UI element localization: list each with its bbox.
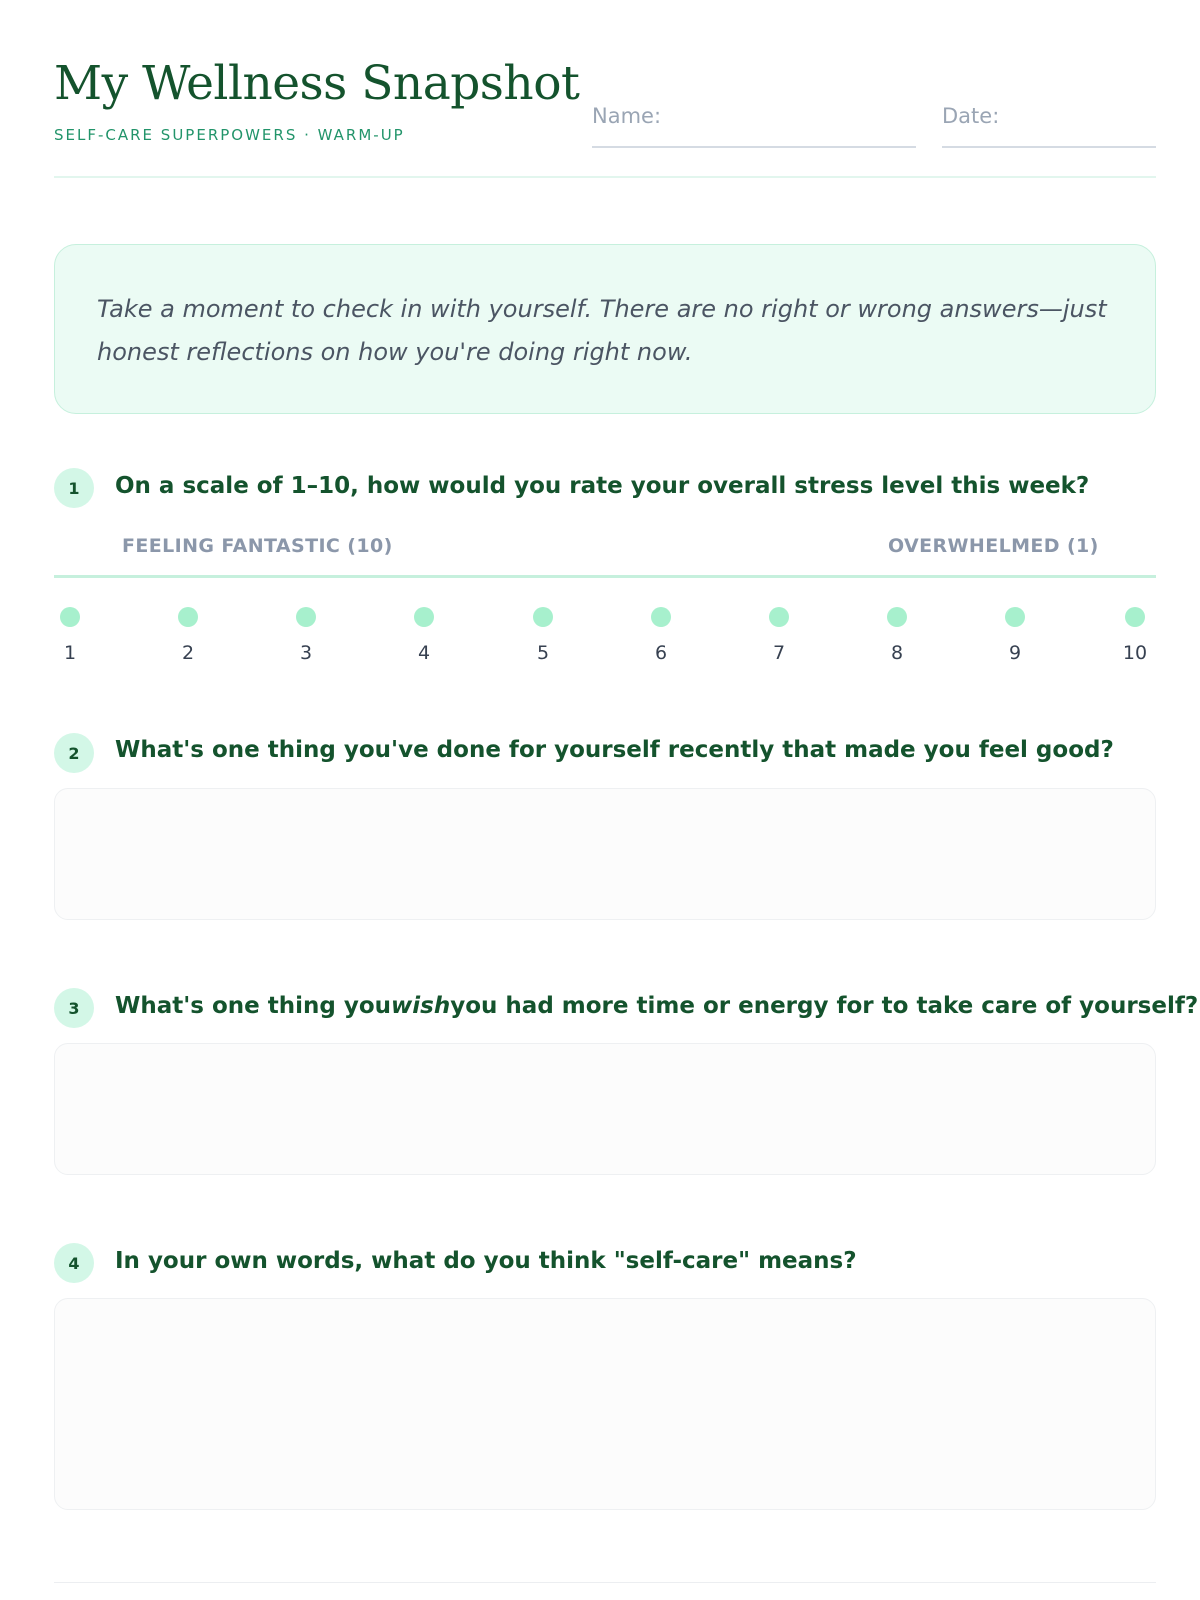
scale-divider — [54, 575, 1156, 578]
rating-option-label: 9 — [1008, 642, 1022, 664]
question-text-start: What's one thing you — [115, 993, 392, 1019]
question-text: What's one thing you've done for yourself recently that made you feel good? — [115, 737, 1114, 763]
rating-option-label: 10 — [1122, 642, 1148, 664]
page-subtitle: SELF-CARE SUPERPOWERS · WARM-UP — [54, 126, 405, 144]
page-title: My Wellness Snapshot — [54, 56, 580, 111]
question-text-end: you had more time or energy for to take care of yourself? — [450, 993, 1199, 1019]
rating-option-1[interactable] — [60, 607, 80, 627]
answer-box[interactable] — [54, 1298, 1156, 1510]
scale-left-label: FEELING FANTASTIC (10) — [122, 535, 393, 557]
rating-option-label: 7 — [772, 642, 786, 664]
rating-option-label: 8 — [890, 642, 904, 664]
intro-callout — [54, 244, 1156, 414]
name-label: Name: — [592, 104, 662, 128]
rating-option-label: 2 — [181, 642, 195, 664]
question-text — [115, 993, 1198, 1019]
question-text: In your own words, what do you think "self-care" means? — [115, 1248, 857, 1274]
question-number-badge: 4 — [54, 1243, 94, 1283]
question-number-badge: 3 — [54, 988, 94, 1028]
rating-option-8[interactable] — [887, 607, 907, 627]
rating-option-label: 4 — [417, 642, 431, 664]
rating-option-7[interactable] — [769, 607, 789, 627]
rating-option-9[interactable] — [1005, 607, 1025, 627]
rating-option-6[interactable] — [651, 607, 671, 627]
footer-divider — [54, 1582, 1156, 1583]
rating-option-label: 3 — [299, 642, 313, 664]
rating-option-3[interactable] — [296, 607, 316, 627]
date-field[interactable] — [942, 104, 1156, 148]
rating-option-4[interactable] — [414, 607, 434, 627]
question-text: On a scale of 1–10, how would you rate your overall stress level this week? — [115, 473, 1090, 499]
answer-box[interactable] — [54, 788, 1156, 920]
question-number-badge: 1 — [54, 468, 94, 508]
answer-box[interactable] — [54, 1043, 1156, 1175]
question-number-badge: 2 — [54, 733, 94, 773]
header — [54, 0, 1156, 178]
question-text-emphasis: wish — [391, 993, 451, 1019]
rating-option-label: 1 — [63, 642, 77, 664]
rating-option-2[interactable] — [178, 607, 198, 627]
date-label: Date: — [942, 104, 1000, 128]
name-field[interactable] — [592, 104, 916, 148]
rating-option-10[interactable] — [1125, 607, 1145, 627]
rating-option-5[interactable] — [533, 607, 553, 627]
intro-text: Take a moment to check in with yourself. There are no right or wrong answers—just honest reflections on how you're doing right now. — [97, 295, 1107, 366]
rating-option-label: 6 — [654, 642, 668, 664]
rating-option-label: 5 — [536, 642, 550, 664]
scale-right-label: OVERWHELMED (1) — [888, 535, 1099, 557]
